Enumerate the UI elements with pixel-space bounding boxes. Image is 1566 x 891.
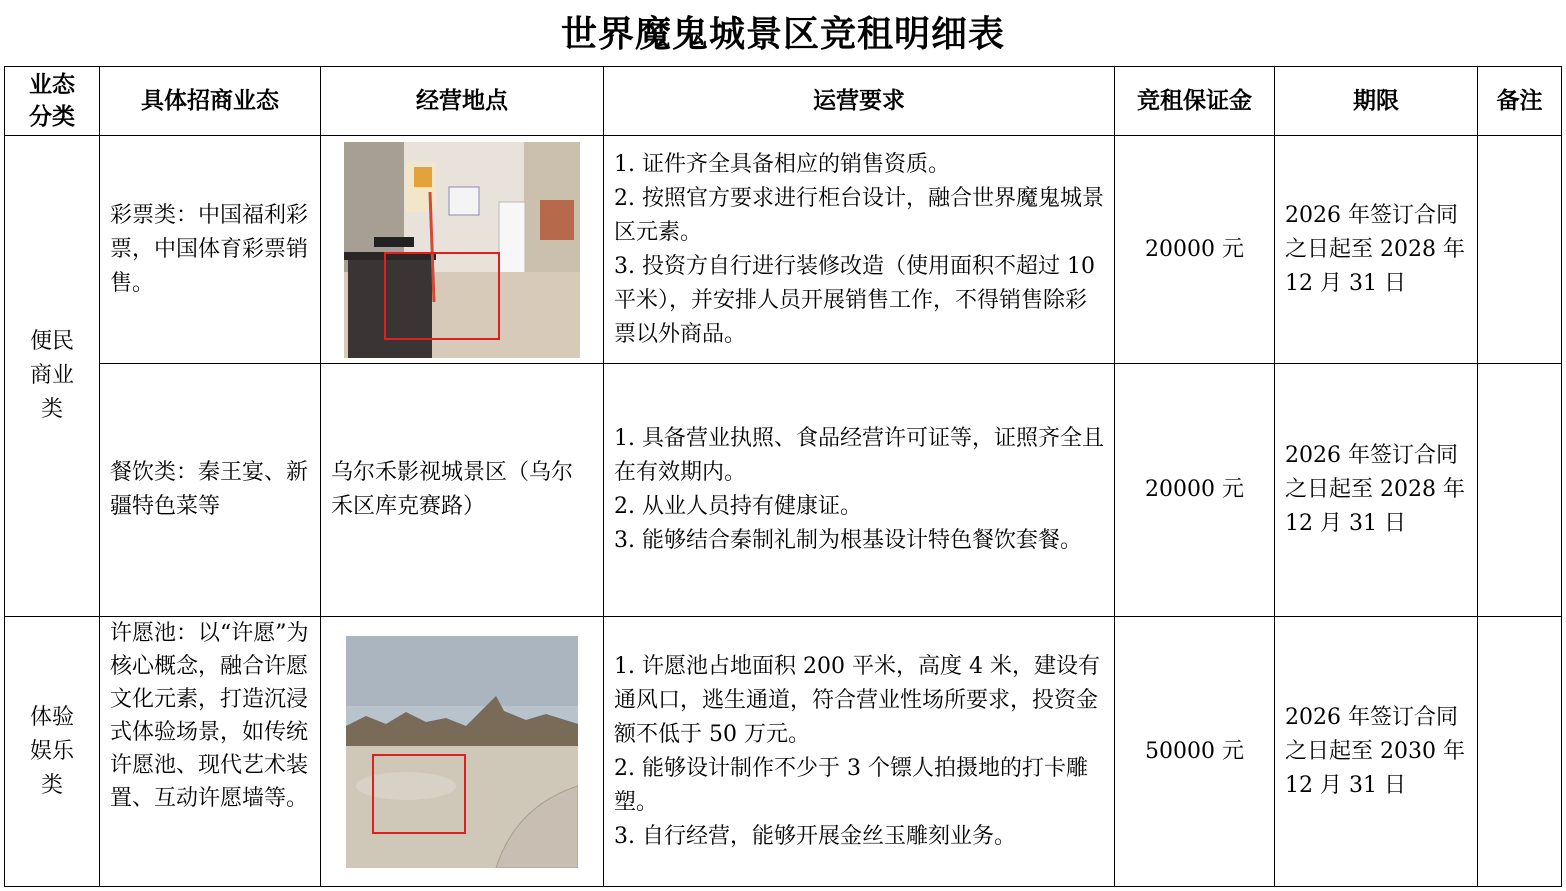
table-row bbox=[5, 364, 1562, 617]
header-term: 期限 bbox=[1275, 67, 1478, 136]
header-category: 业态分类 bbox=[5, 67, 100, 136]
deposit-cell: 20000 元 bbox=[1115, 364, 1275, 617]
term-cell: 2026 年签订合同之日起至 2030 年 12 月 31 日 bbox=[1275, 617, 1478, 887]
header-requirements: 运营要求 bbox=[604, 67, 1115, 136]
note-cell bbox=[1478, 617, 1562, 887]
yardang-landscape-photo bbox=[346, 636, 578, 868]
table-header-row bbox=[5, 67, 1562, 136]
header-note: 备注 bbox=[1478, 67, 1562, 136]
lottery-counter-photo bbox=[344, 142, 580, 358]
table-row bbox=[5, 136, 1562, 364]
location-photo-cell bbox=[321, 617, 604, 887]
term-cell: 2026 年签订合同之日起至 2028 年 12 月 31 日 bbox=[1275, 364, 1478, 617]
business-cell: 许愿池：以“许愿”为核心概念，融合许愿文化元素，打造沉浸式体验场景，如传统许愿池、现代艺术装置、互动许愿墙等。 bbox=[100, 617, 321, 887]
requirements-cell: 1. 证件齐全具备相应的销售资质。 2. 按照官方要求进行柜台设计，融合世界魔鬼城景区元素。 3. 投资方自行进行装修改造（使用面积不超过 10 平米），并安排人员开展销售工作，不得销售除彩票以外商品。 bbox=[604, 136, 1115, 364]
header-business: 具体招商业态 bbox=[100, 67, 321, 136]
lease-table bbox=[4, 66, 1562, 887]
note-cell bbox=[1478, 136, 1562, 364]
header-deposit: 竞租保证金 bbox=[1115, 67, 1275, 136]
header-location: 经营地点 bbox=[321, 67, 604, 136]
category-cell-convenience: 便民商业类 bbox=[5, 136, 100, 617]
table-row bbox=[5, 617, 1562, 887]
requirements-cell: 1. 具备营业执照、食品经营许可证等，证照齐全且在有效期内。 2. 从业人员持有健康证。 3. 能够结合秦制礼制为根基设计特色餐饮套餐。 bbox=[604, 364, 1115, 617]
term-cell: 2026 年签订合同之日起至 2028 年 12 月 31 日 bbox=[1275, 136, 1478, 364]
requirements-cell: 1. 许愿池占地面积 200 平米，高度 4 米，建设有通风口，逃生通道，符合营业性场所要求，投资金额不低于 50 万元。 2. 能够设计制作不少于 3 个镖人拍摄地的打卡雕塑。 3. 自行经营，能够开展金丝玉雕刻业务。 bbox=[604, 617, 1115, 887]
business-cell: 餐饮类：秦王宴、新疆特色菜等 bbox=[100, 364, 321, 617]
location-cell: 乌尔禾影视城景区（乌尔禾区库克赛路） bbox=[321, 364, 604, 617]
page-title: 世界魔鬼城景区竞租明细表 bbox=[560, 13, 1005, 55]
deposit-cell: 20000 元 bbox=[1115, 136, 1275, 364]
location-photo-cell bbox=[321, 136, 604, 364]
category-cell-entertainment: 体验娱乐类 bbox=[5, 617, 100, 887]
deposit-cell: 50000 元 bbox=[1115, 617, 1275, 887]
note-cell bbox=[1478, 364, 1562, 617]
business-cell: 彩票类：中国福利彩票，中国体育彩票销售。 bbox=[100, 136, 321, 364]
